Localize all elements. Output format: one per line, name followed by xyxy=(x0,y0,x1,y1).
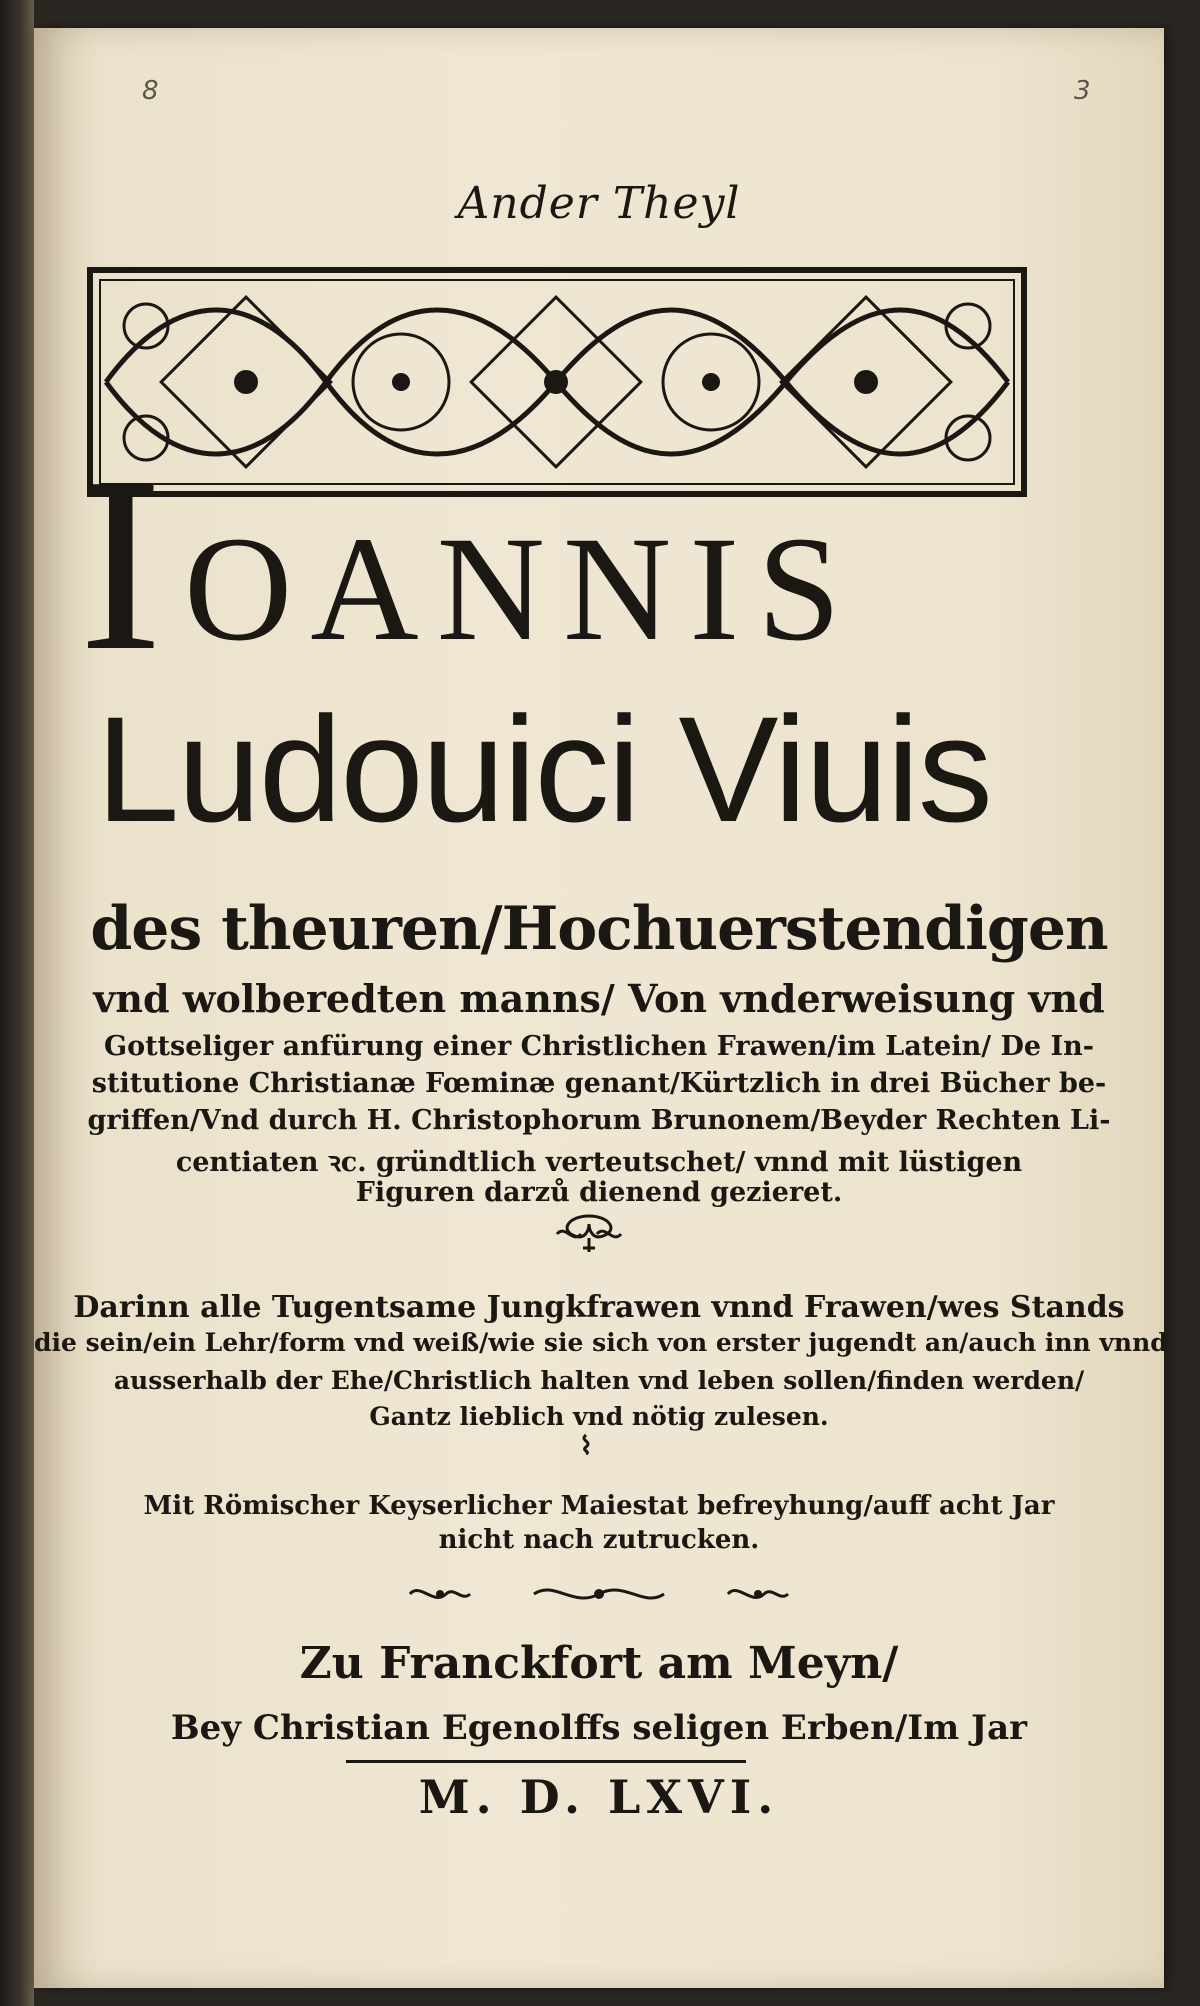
subtitle-line-1: des theuren/Hochuerstendigen xyxy=(90,894,1108,964)
body-line: stitutione Christianæ Fœminæ genant/Kürtzlich in drei Bücher be- xyxy=(91,1068,1107,1099)
imprint-rule xyxy=(346,1760,746,1763)
contents-line: die sein/ein Lehr/form vnd weiß/wie sie sich von erster jugendt an/auch inn vnnd xyxy=(34,1328,1168,1357)
body-line: Gottseliger anfürung einer Christlichen Frawen/im Latein/ De In- xyxy=(104,1031,1094,1062)
body-line: griffen/Vnd durch H. Christophorum Brunonem/Beyder Rechten Li- xyxy=(87,1105,1111,1136)
foliation-left: 8 xyxy=(142,76,159,106)
title-line-1: OANNIS xyxy=(184,506,859,672)
woodcut-ornament-band-icon xyxy=(86,266,1028,498)
small-ornament-icon xyxy=(575,1433,597,1455)
ornament-row-icon xyxy=(404,1578,794,1610)
title-line-2: Ludouici Viuis xyxy=(96,685,991,853)
imprint-printer: Bey Christian Egenolffs seligen Erben/Im Jar xyxy=(170,1708,1028,1748)
fleuron-icon xyxy=(549,1210,629,1256)
privilege-line: Mit Römischer Keyserlicher Maiestat befreyhung/auff acht Jar xyxy=(143,1491,1055,1521)
book-spine xyxy=(0,0,34,2006)
foliation-right: 3 xyxy=(1074,76,1091,106)
contents-line: Darinn alle Tugentsame Jungkfrawen vnnd Frawen/wes Stands xyxy=(73,1290,1125,1325)
body-line: Figuren darzů dienend gezieret. xyxy=(355,1177,843,1208)
body-line: centiaten ꝛc. gründtlich verteutschet/ vnnd mit lüstigen xyxy=(175,1147,1023,1178)
imprint-year: M. D. LXVI. xyxy=(418,1770,780,1824)
title-page xyxy=(34,28,1168,1988)
kicker-heading: Ander Theyl xyxy=(457,178,741,229)
imprint-place: Zu Franckfort am Meyn/ xyxy=(299,1638,899,1689)
decorated-initial: I xyxy=(79,426,163,703)
contents-line: Gantz lieblich vnd nötig zulesen. xyxy=(369,1402,829,1431)
contents-line: ausserhalb der Ehe/Christlich halten vnd leben sollen/finden werden/ xyxy=(113,1366,1085,1395)
privilege-line: nicht nach zutrucken. xyxy=(438,1525,760,1555)
subtitle-line-2: vnd wolberedten manns/ Von vnderweisung vnd xyxy=(93,976,1105,1021)
